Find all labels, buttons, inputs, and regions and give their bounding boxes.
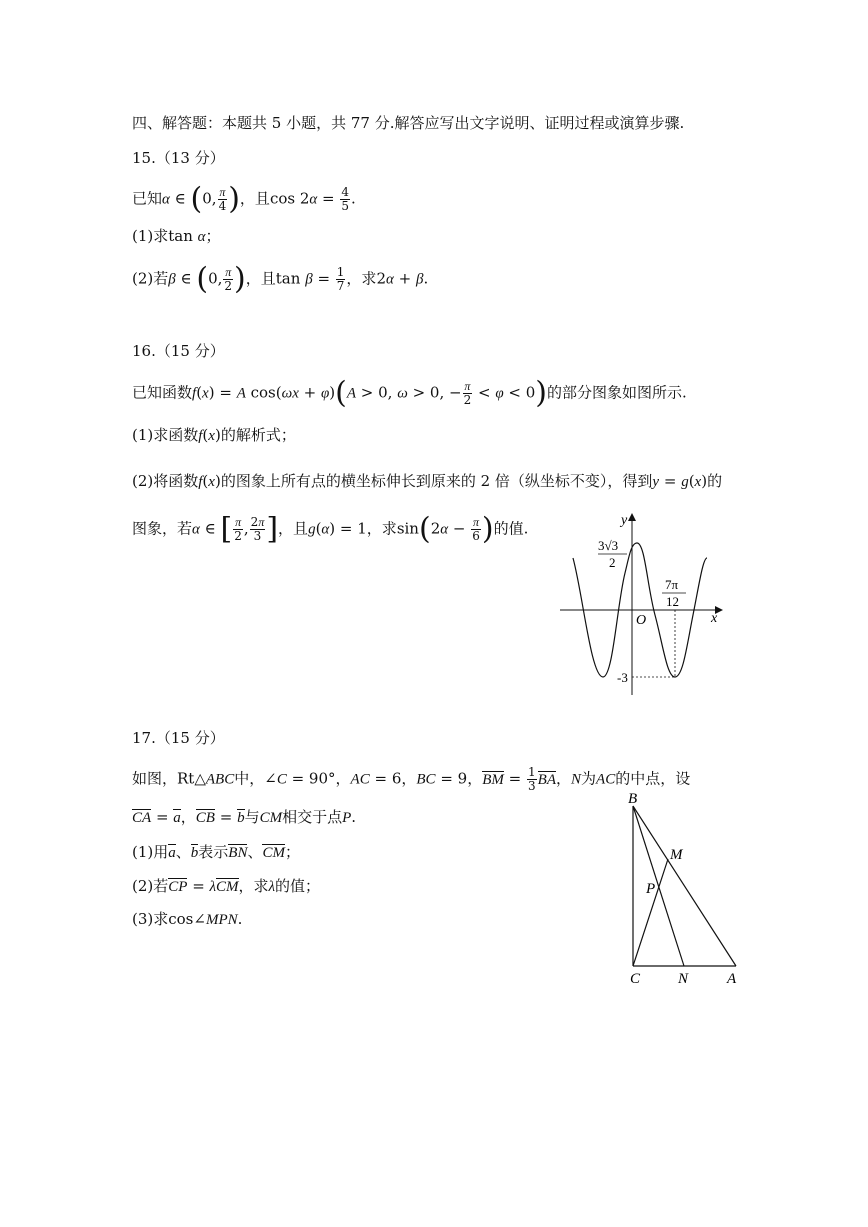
q15-part2-mid: ，且 [245, 269, 276, 288]
q16-part2-c: 的 [707, 472, 723, 490]
section-heading: 四、解答题：本题共 5 小题，共 77 分.解答应写出文字说明、证明过程或演算步骤. [132, 114, 685, 132]
q17-part1-d: 、 [247, 843, 263, 861]
q17-line1-c: ， [335, 769, 351, 788]
x-mark-num: 7π [665, 577, 679, 592]
segment-CM [633, 859, 668, 966]
q17-line1-e: ， [467, 769, 483, 788]
q15-part1: (1)求tan α； [132, 227, 221, 245]
q16-header: 16.（15 分） [132, 342, 225, 360]
q17-part1-c: 表示 [198, 843, 229, 861]
q15-given-prefix: 已知 [132, 189, 163, 208]
q16-part2-f: ，求 [366, 519, 397, 538]
q16-part2: (2)将函数f(x)的图象上所有点的横坐标伸长到原来的 2 倍（纵坐标不变），得到y = g(x)的 [132, 472, 723, 490]
q16-part1: (1)求函数f(x)的解析式； [132, 426, 296, 444]
q16-part2-a: (2)将函数 [132, 472, 199, 490]
q16-part2-cont: 图象，若α ∈ [ $\frac{\pi}{2}$ , $\frac{2\pi}{3}$ ]，且g(α) = 1，求sin(2α − $\frac{\pi}{6}$ )的值. [132, 511, 529, 547]
q17-part3: (3)求cos∠MPN. [132, 910, 243, 928]
q16-part2-e: ，且 [278, 519, 309, 538]
x-mark-den: 12 [666, 594, 679, 609]
q15-part2: (2)若β ∈ (0, $\frac{\pi}{2}$ )，且tan β = $\frac{1}{7}$ ，求2α + β. [132, 261, 429, 297]
q15-part2-end: . [423, 269, 429, 288]
q17-line1-rt: Rt△ [177, 769, 206, 788]
q17-line2-d: . [351, 808, 357, 826]
q17-part1: (1)用a、b表示BN、CM； [132, 843, 300, 861]
q17-line1-b: 中， [234, 769, 265, 788]
y-axis-arrow [628, 513, 636, 521]
q17-part3-a: (3)求 [132, 910, 169, 928]
q17-part3-b: . [237, 910, 243, 928]
q15-given: 已知α ∈ (0, $\frac{\pi}{4}$ )，且cos 2α = $\frac{4}{5}$ . [132, 181, 356, 217]
label-A: A [727, 971, 737, 987]
q17-line1-f: ， [555, 769, 571, 788]
q17-line1-a: 如图， [132, 769, 178, 788]
q16-given: 已知函数f(x) = A cos(ωx + φ)(A > 0, ω > 0, − $\frac{\pi}{2}$ < φ < 0)的部分图象如图所示. [132, 375, 687, 411]
max-label-den: 2 [609, 555, 616, 570]
q16-part2-b: 的图象上所有点的横坐标伸长到原来的 2 倍（纵坐标不变），得到 [220, 472, 653, 490]
q17-part2: (2)若CP = λCM，求λ的值； [132, 877, 321, 895]
q16-part1-prefix: (1)求函数 [132, 426, 199, 444]
q17-line1-h: 的中点，设 [615, 769, 691, 788]
q16-given-suffix: 的部分图象如图所示. [547, 383, 687, 402]
q17-line2-c: 相交于点 [282, 808, 343, 826]
q16-part1-suffix: 的解析式； [220, 426, 296, 444]
x-axis-label: x [711, 611, 718, 626]
label-C: C [630, 971, 641, 987]
q17-part1-b: 、 [175, 843, 191, 861]
q16-part2-g: 的值. [493, 519, 529, 538]
q17-part2-a: (2)若 [132, 877, 169, 895]
q15-part2-prefix: (2)若 [132, 269, 169, 288]
q16-function-graph [555, 505, 735, 700]
q17-part2-c: 的值； [275, 877, 321, 895]
q17-given-cont: CA = a，CB = b与CM相交于点P. [132, 808, 357, 826]
origin-label: O [636, 613, 647, 628]
q15-header: 15.（13 分） [132, 149, 225, 167]
max-label-num: 3√3 [598, 538, 619, 553]
q16-given-prefix: 已知函数 [132, 383, 193, 402]
q15-part1-suffix: ； [205, 227, 221, 245]
q15-given-mid: ，且 [239, 189, 270, 208]
q15-part1-prefix: (1)求 [132, 227, 169, 245]
label-P: P [646, 881, 656, 897]
label-B: B [628, 791, 638, 807]
q15-part2-ask: ，求 [346, 269, 377, 288]
q17-given: 如图，Rt△ABC中，∠C = 90°，AC = 6，BC = 9，BM = $\frac{1}{3}$ BA，N为AC的中点，设 [132, 765, 691, 793]
q17-line1-d: ， [401, 769, 417, 788]
q17-part1-e: ； [284, 843, 300, 861]
label-M: M [670, 847, 683, 863]
q17-header: 17.（15 分） [132, 729, 225, 747]
q17-line2-b: 与 [244, 808, 260, 826]
label-N: N [678, 971, 689, 987]
y-axis-label: y [621, 513, 628, 528]
min-label: -3 [617, 670, 628, 685]
q17-part1-a: (1)用 [132, 843, 169, 861]
q17-line1-g: 为 [581, 769, 597, 788]
q17-line2-a: ， [180, 808, 196, 826]
q17-part2-b: ，求 [238, 877, 269, 895]
q16-part2-d: 图象，若 [132, 519, 193, 538]
q17-triangle-figure [620, 790, 750, 990]
